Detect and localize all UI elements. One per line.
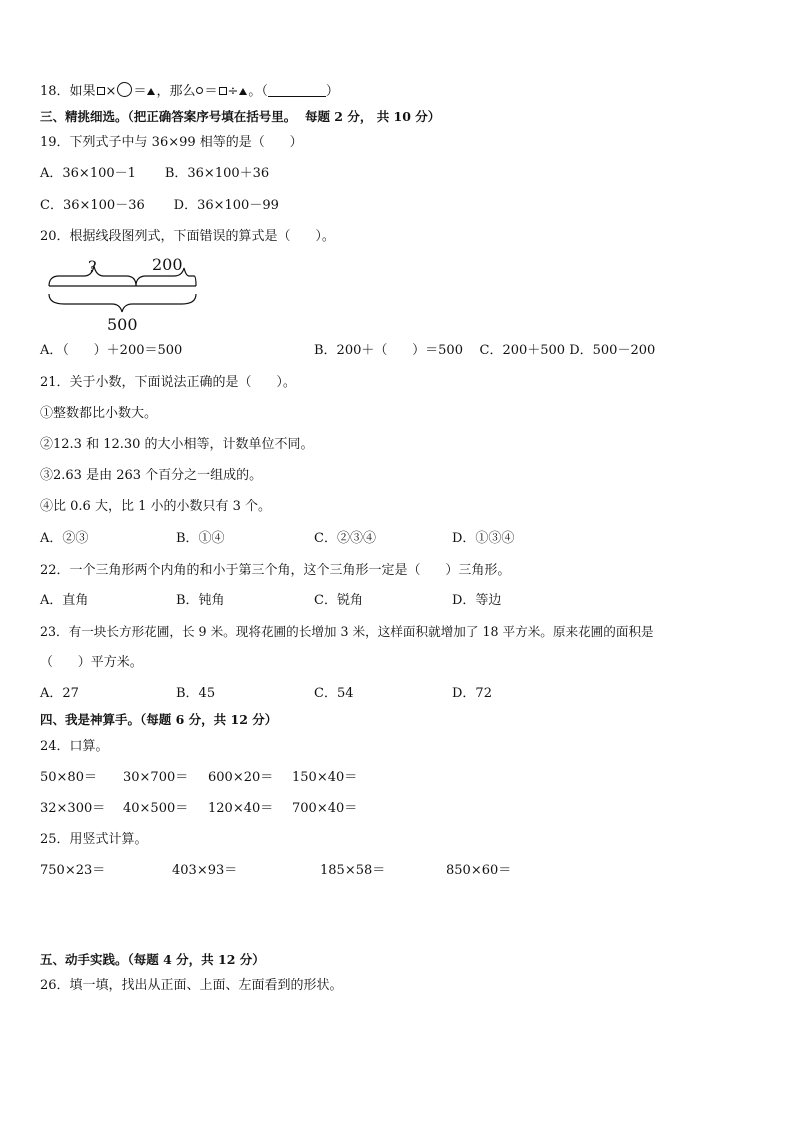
q23-option-d: D．72 [452, 686, 492, 701]
q22-option-a: A．直角 [40, 593, 89, 608]
q21-option-b: B．①④ [176, 531, 225, 546]
square-symbol-icon [97, 87, 105, 95]
q18-line [40, 82, 339, 101]
q23-option-b: B．45 [176, 686, 216, 701]
circle-symbol-icon [117, 82, 132, 97]
q24-stem: 24．口算。 [40, 739, 109, 754]
q24-item: 700×40＝ [292, 801, 358, 816]
equals-sign-2: ＝ [204, 84, 218, 99]
total-brace [49, 294, 196, 312]
part-label: 200 [152, 256, 183, 274]
section-5-title: 五、动手实践。（每题 4 分，共 12 分） [40, 952, 265, 967]
q22-option-d: D．等边 [452, 593, 502, 608]
times-sign: × [105, 84, 117, 99]
q21-option-c: C．②③④ [314, 531, 376, 546]
section-3-title: 三、精挑细选。（把正确答案序号填在括号里。 每题 2 分， 共 10 分） [40, 109, 441, 124]
triangle-symbol-icon-2 [239, 88, 247, 95]
q18-close-paren: ） [325, 84, 339, 99]
q25-item: 403×93＝ [172, 863, 238, 878]
small-circle-symbol-icon [196, 87, 203, 94]
q26-stem: 26．填一填，找出从正面、上面、左面看到的形状。 [40, 978, 343, 993]
q21-statement-1: ①整数都比小数大。 [40, 406, 158, 421]
q19-stem: 19．下列式子中与 36×99 相等的是（ ） [40, 135, 303, 150]
q23-stem: 23．有一块长方形花圃，长 9 米。现将花圃的长增加 3 米，这样面积就增加了 18 平方米。原来花圃的面积是 [40, 624, 654, 639]
q21-stem: 21．关于小数，下面说法正确的是（ ）。 [40, 375, 296, 390]
q24-item: 30×700＝ [123, 770, 189, 785]
q19-options-row-2: C．36×100－36 D．36×100－99 [40, 198, 279, 213]
q18-open-paren: 。（ [248, 84, 268, 99]
unknown-label: ? [88, 257, 97, 276]
q21-statement-3: ③2.63 是由 263 个百分之一组成的。 [40, 468, 263, 483]
q25-item: 185×58＝ [320, 863, 386, 878]
section-4-title: 四、我是神算手。（每题 6 分，共 12 分） [40, 712, 278, 727]
q23-option-c: C．54 [314, 686, 354, 701]
q19-options-row-1: A．36×100－1 B．36×100＋36 [40, 166, 270, 181]
q21-statement-4: ④比 0.6 大，比 1 小的小数只有 3 个。 [40, 499, 272, 514]
q21-option-d: D．①③④ [452, 531, 515, 546]
q21-option-a: A．②③ [40, 531, 89, 546]
equals-sign: ＝ [133, 84, 147, 99]
q25-item: 850×60＝ [446, 863, 512, 878]
line-segment-diagram [44, 256, 214, 336]
triangle-symbol-icon [147, 88, 155, 95]
q20-option-a: A．（ ）＋200＝500 [40, 343, 183, 358]
q22-option-b: B．钝角 [176, 593, 225, 608]
q25-stem: 25．用竖式计算。 [40, 832, 148, 847]
q20-options-bcd: B．200＋（ ）＝500 C．200＋500 D．500－200 [314, 343, 656, 358]
answer-blank[interactable] [268, 84, 326, 97]
q24-item: 32×300＝ [40, 801, 106, 816]
q24-item: 120×40＝ [208, 801, 274, 816]
divide-sign: ÷ [227, 84, 239, 99]
q20-stem: 20．根据线段图列式，下面错误的算式是（ ）。 [40, 229, 335, 244]
q23-option-a: A．27 [40, 686, 79, 701]
q24-item: 50×80＝ [40, 770, 97, 785]
q21-statement-2: ②12.3 和 12.30 的大小相等，计数单位不同。 [40, 437, 314, 452]
q22-option-c: C．锐角 [314, 593, 363, 608]
q23-stem-continued: （ ）平方米。 [40, 655, 143, 670]
square-symbol-icon-2 [219, 87, 227, 95]
q24-item: 40×500＝ [123, 801, 189, 816]
q24-item: 600×20＝ [208, 770, 274, 785]
q18-then: ，那么 [156, 84, 196, 99]
q22-stem: 22．一个三角形两个内角的和小于第三个角，这个三角形一定是（ ）三角形。 [40, 563, 511, 578]
total-label: 500 [107, 315, 138, 334]
q18-prefix: 18．如果 [40, 84, 96, 99]
q24-item: 150×40＝ [292, 770, 358, 785]
q25-item: 750×23＝ [40, 863, 106, 878]
